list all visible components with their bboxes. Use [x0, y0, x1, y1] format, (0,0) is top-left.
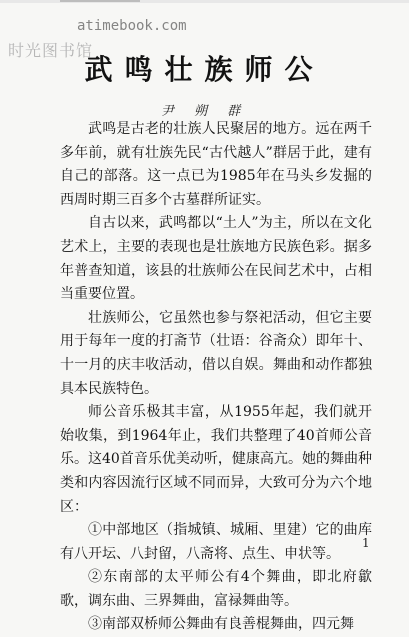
paragraph-2: 自古以来，武鸣都以“土人”为主，所以在文化艺术上，主要的表现也是壮族地方民族色彩。据多年普查知道，该县的壮族师公在民间艺术中，占相当重要位置。 [60, 215, 372, 303]
paragraph-1: 武鸣是古老的壮族人民聚居的地方。远在两千多年前，就有壮族先民“古代越人”群居于此，建有自己的部落。这一点已为1985年在马头乡发掘的西周时期三百多个古墓群所证实。 [60, 121, 372, 208]
article-author: 尹 朔 群 [160, 104, 249, 119]
watermark-library-text: 时光图书馆 [8, 41, 94, 60]
paragraph-4: 师公音乐极其丰富，从1955年起，我们就开始收集，到1964年止，我们共整理了40首师公音乐。这40首音乐优美动听，健康高亢。她的舞曲种类和内容因流行区域不同而异，大致可分为六个地区： [60, 404, 372, 515]
watermark-site-text: atimebook.com [77, 18, 187, 34]
page-number: 1 [362, 536, 370, 550]
paragraph-6: ②东南部的太平师公有4个舞曲，即北府歙歌，调东曲、三界舞曲，富禄舞曲等。 [60, 569, 372, 609]
paragraph-5: ①中部地区（指城镇、城厢、里建）它的曲库有八开坛、八封留，八斋将、点生、申状等。 [60, 522, 372, 562]
paragraph-7: ③南部双桥师公舞曲有良善棍舞曲，四元舞 [88, 616, 354, 633]
article-body [60, 118, 372, 637]
top-scan-mark [60, 0, 140, 2]
paragraph-3: 壮族师公，它虽然也参与祭祀活动，但它主要用于每年一度的打斋节（壮语：谷斋众）即年十、十一月的庆丰收活动，借以自娱。舞曲和动作都独具本民族特色。 [60, 309, 372, 397]
article-title: 武鸣壮族师公 [84, 53, 325, 86]
